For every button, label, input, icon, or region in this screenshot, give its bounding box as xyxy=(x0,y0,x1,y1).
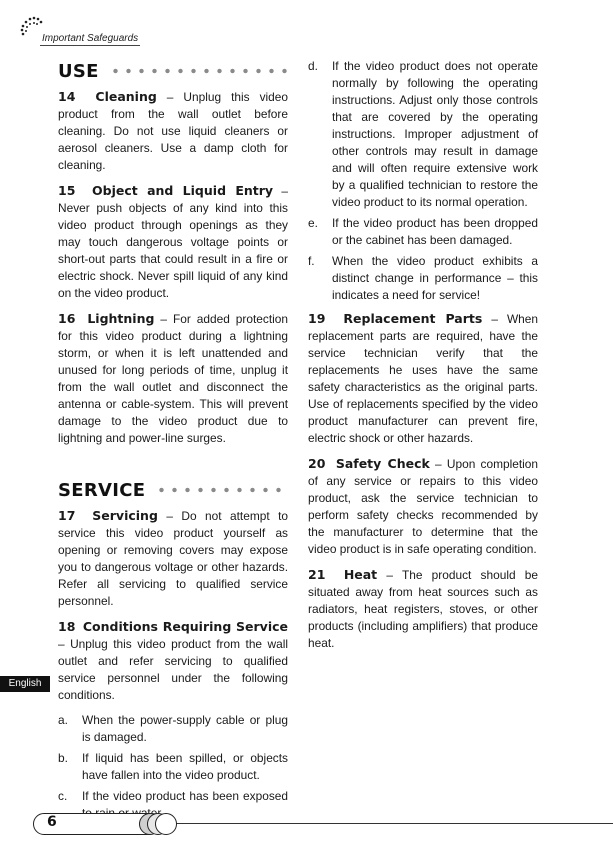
running-header: Important Safeguards xyxy=(42,33,139,44)
footer-circle-icon xyxy=(155,813,177,835)
left-column xyxy=(58,58,288,828)
safeguard-item-21 xyxy=(308,566,538,652)
list-text: If the video product does not operate normally by following the operating instructions. Adjust only those controls that are covered by the operating instructions. Improper adjustment of other controls may result in damage and will often require extensive work by a qualified technician to restore the video product to its normal operation. xyxy=(332,59,538,209)
item-title: Conditions Requiring Service xyxy=(82,619,289,634)
list-item xyxy=(58,712,288,746)
list-text: If the video product has been exposed xyxy=(82,789,288,803)
item-number: 17 xyxy=(58,508,76,523)
item-text: Never push objects of any kind into this video product through openings as they may touch dangerous voltage points or short-out parts that could result in a fire or electric shock. Never spill liquid of any kind on the video product. xyxy=(58,201,288,300)
list-text: When the power-supply cable or plug is damaged. xyxy=(82,713,288,744)
conditions-list-right xyxy=(308,58,538,304)
item-separator: – xyxy=(273,184,288,198)
safeguard-item-15 xyxy=(58,182,288,302)
dotted-rule xyxy=(109,68,288,74)
item-text: When replacement parts are required, have the service technician verify that the replacements he uses have the same safety characteristics as the original parts. Use of replacements specified by the video product manufacturer can prevent fire, electric shock or other hazards. xyxy=(308,312,538,445)
item-title: Heat xyxy=(343,567,378,582)
right-column xyxy=(308,58,538,660)
section-heading-use xyxy=(58,58,288,84)
item-title: Safety Check xyxy=(335,456,430,471)
list-item xyxy=(308,253,538,304)
item-number: 18 xyxy=(58,619,76,634)
item-number: 20 xyxy=(308,456,326,471)
footer-rule xyxy=(145,823,613,824)
item-number: 14 xyxy=(58,89,76,104)
item-separator: – xyxy=(58,637,71,651)
item-title: Object and Liquid Entry xyxy=(92,183,274,198)
safeguard-item-19 xyxy=(308,310,538,447)
item-separator: – xyxy=(482,312,507,326)
item-number: 16 xyxy=(58,311,76,326)
item-text: For added protection for this video product during a lightning storm, or when it is left unattended and unused for long periods of time, unplug it from the wall outlet and disconnect the antenna or cable-system. This will prevent damage to the video product due to lightning and power-line surges. xyxy=(58,312,288,445)
list-item xyxy=(58,750,288,784)
item-title: Lightning xyxy=(87,311,155,326)
safeguard-item-18 xyxy=(58,618,288,704)
item-separator: – xyxy=(154,312,173,326)
header-rule xyxy=(40,45,140,46)
list-text: When the video product exhibits a distinct change in performance – this indicates a need for service! xyxy=(332,254,538,302)
item-title: Servicing xyxy=(92,508,158,523)
page-number: 6 xyxy=(47,814,57,830)
item-separator: – xyxy=(429,457,447,471)
item-text: Unplug this video product from the wall outlet and refer servicing to qualified service personnel under the following conditions. xyxy=(58,637,288,702)
conditions-list-left xyxy=(58,712,288,822)
section-title: USE xyxy=(58,60,99,82)
section-title: SERVICE xyxy=(58,479,146,501)
safeguard-item-20 xyxy=(308,455,538,558)
list-marker: d. xyxy=(308,59,318,73)
item-separator: – xyxy=(157,509,182,523)
list-marker: a. xyxy=(58,713,68,727)
list-text: If liquid has been spilled, or objects have fallen into the video product. xyxy=(82,751,288,782)
item-number: 15 xyxy=(58,183,76,198)
list-marker: c. xyxy=(58,789,68,803)
item-number: 19 xyxy=(308,311,326,326)
item-text: Do not attempt to service this video product yourself as opening or removing covers may expose you to dangerous voltage or other hazards. Refer all servicing to qualified service personnel. xyxy=(58,509,288,608)
language-tab: English xyxy=(0,676,50,692)
safeguard-item-14 xyxy=(58,88,288,174)
item-text: The product should be situated away from heat sources such as radiators, heat registers, stoves, or other products (including amplifiers) that produce heat. xyxy=(308,568,539,650)
list-marker: f. xyxy=(308,254,315,268)
section-heading-service xyxy=(58,477,288,503)
item-separator: – xyxy=(156,90,184,104)
item-title: Cleaning xyxy=(95,89,157,104)
safeguard-item-17 xyxy=(58,507,288,610)
item-title: Replacement Parts xyxy=(343,311,483,326)
dotted-rule xyxy=(155,487,288,493)
list-text: If the video product has been dropped or the cabinet has been damaged. xyxy=(332,216,538,247)
safeguard-item-16 xyxy=(58,310,288,447)
item-separator: – xyxy=(377,568,402,582)
list-marker: b. xyxy=(58,751,68,765)
item-number: 21 xyxy=(308,567,326,582)
list-marker: e. xyxy=(308,216,318,230)
item-text: Unplug this video product from the wall outlet before cleaning. Do not use liquid cleaners or aerosol cleaners. Use a damp cloth for cleaning. xyxy=(58,90,288,172)
item-text: Upon completion of any service or repairs to this video product, ask the service technician to perform safety checks recommended by the manufacturer to determine that the video product is in safe operating condition. xyxy=(308,457,539,556)
list-item xyxy=(308,58,538,211)
list-item xyxy=(308,215,538,249)
